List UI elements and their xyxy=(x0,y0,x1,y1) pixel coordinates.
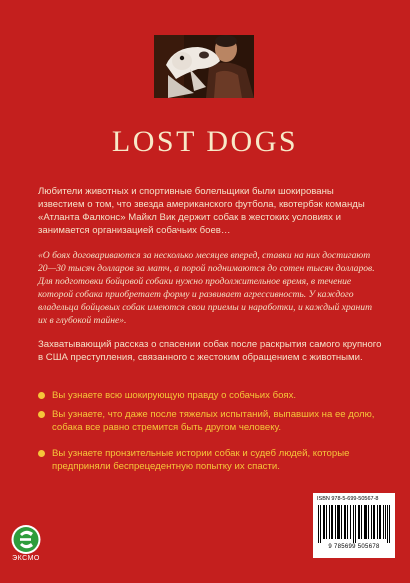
bullet-text: Вы узнаете всю шокирующую правду о собачьих боях. xyxy=(52,390,297,401)
eksmo-logo-icon xyxy=(10,524,42,555)
barcode-block xyxy=(313,493,395,558)
bullet-dot-icon xyxy=(38,392,45,399)
bullet-item xyxy=(38,408,378,434)
publisher-logo xyxy=(10,524,42,564)
quote-paragraph: «О боях договариваются за несколько месяцев вперед, ставки на них достигают 20—30 тысяч долларов за матч, а порой поднимаются до сотен тысяч долларов. Для подготовки бойцовой собаки нужно продолжительное время, в течение которой собака приобретает форму и развивает агрессивность. У каждого владельца бойцовых собак имеются свои приемы и наработки, и каждый хранит их в глубокой тайне». xyxy=(38,250,375,326)
man-with-dog-photo xyxy=(154,35,254,98)
bullet-text: Вы узнаете пронзительные истории собак и судеб людей, которые предприняли беспрецедентную попытку их спасти. xyxy=(52,448,350,472)
intro-paragraph: Любители животных и спортивные болельщики были шокированы известием о том, что звезда американского футбола, квотербэк команды «Атланта Фалконс» Майкл Вик держит собак в жестоких условиях и занимается организацией собачьих боев… xyxy=(38,186,365,236)
isbn-text: ISBN 978-5-699-50567-8 xyxy=(317,496,379,502)
bullet-dot-icon xyxy=(38,450,45,457)
publisher-name: ЭКСМО xyxy=(12,555,40,562)
barcode-number: 9 785699 505678 xyxy=(328,544,380,550)
barcode-icon xyxy=(317,505,391,543)
book-title: LOST DOGS xyxy=(111,125,299,158)
bullet-item xyxy=(38,389,378,402)
bullet-item xyxy=(38,447,378,473)
cover-photo xyxy=(154,35,254,98)
bullet-text: Вы узнаете, что даже после тяжелых испытаний, выпавших на ее долю, собака все равно стремится быть другом человеку. xyxy=(52,409,375,433)
bullet-dot-icon xyxy=(38,411,45,418)
story-paragraph: Захватывающий рассказ о спасении собак после раскрытия самого крупного в США преступления, связанного с жестоким обращением с животными. xyxy=(38,339,382,363)
